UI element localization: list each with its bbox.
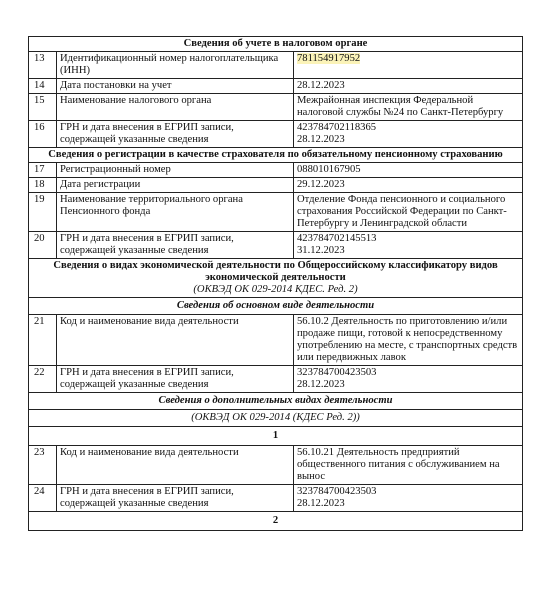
table-row bbox=[29, 178, 523, 193]
activity-section-title: Сведения о видах экономической деятельности по Общероссийскому классификатору видов экономической деятельности bbox=[53, 260, 498, 283]
pension-section-title: Сведения о регистрации в качестве страхователя по обязательному пенсионному страхованию bbox=[29, 148, 523, 163]
subsection-header-row bbox=[29, 298, 523, 315]
field-label: ГРН и дата внесения в ЕГРИП записи, содержащей указанные сведения bbox=[57, 366, 294, 393]
activity-section-subtitle: (ОКВЭД ОК 029-2014 КДЕС. Ред. 2) bbox=[193, 284, 358, 295]
field-value bbox=[294, 232, 523, 259]
field-value bbox=[294, 485, 523, 512]
field-value: 28.12.2023 bbox=[294, 79, 523, 94]
field-label: Наименование налогового органа bbox=[57, 94, 294, 121]
table-row bbox=[29, 485, 523, 512]
grn-date: 28.12.2023 bbox=[297, 498, 345, 509]
table-row bbox=[29, 163, 523, 178]
extra-activity-note: (ОКВЭД ОК 029-2014 (КДЕС Ред. 2)) bbox=[29, 410, 523, 427]
field-label: Дата постановки на учет bbox=[57, 79, 294, 94]
grn-number: 323784700423503 bbox=[297, 367, 377, 378]
group-index-row bbox=[29, 512, 523, 531]
table-row bbox=[29, 446, 523, 485]
activity-section-header bbox=[29, 259, 523, 298]
field-value: 29.12.2023 bbox=[294, 178, 523, 193]
table-row bbox=[29, 193, 523, 232]
row-number: 15 bbox=[29, 94, 57, 121]
section-header-row bbox=[29, 259, 523, 298]
table-row bbox=[29, 79, 523, 94]
table-row bbox=[29, 121, 523, 148]
row-number: 24 bbox=[29, 485, 57, 512]
inn-value[interactable]: 781154917952 bbox=[297, 53, 361, 64]
grn-number: 423784702145513 bbox=[297, 233, 377, 244]
grn-number: 423784702118365 bbox=[297, 122, 377, 133]
field-value: Отделение Фонда пенсионного и социального страхования Российской Федерации по Санкт-Петербургу и Ленинградской области bbox=[294, 193, 523, 232]
egrip-extract-table bbox=[28, 36, 523, 531]
section-header-row bbox=[29, 37, 523, 52]
field-label: Регистрационный номер bbox=[57, 163, 294, 178]
field-value bbox=[294, 52, 523, 79]
extra-activity-heading: Сведения о дополнительных видах деятельности bbox=[29, 393, 523, 410]
field-value: 56.10.2 Деятельность по приготовлению и/или продаже пищи, готовой к непосредственному употреблению на месте, с транспортных средств или передвижных лавок bbox=[294, 315, 523, 366]
grn-date: 28.12.2023 bbox=[297, 134, 345, 145]
row-number: 16 bbox=[29, 121, 57, 148]
subsection-header-row bbox=[29, 393, 523, 410]
field-label: Наименование территориального органа Пенсионного фонда bbox=[57, 193, 294, 232]
row-number: 20 bbox=[29, 232, 57, 259]
table-row bbox=[29, 232, 523, 259]
field-value: 088010167905 bbox=[294, 163, 523, 178]
field-label: Дата регистрации bbox=[57, 178, 294, 193]
note-row bbox=[29, 410, 523, 427]
field-value bbox=[294, 121, 523, 148]
row-number: 21 bbox=[29, 315, 57, 366]
field-value: 56.10.21 Деятельность предприятий общественного питания с обслуживанием на вынос bbox=[294, 446, 523, 485]
table-row bbox=[29, 366, 523, 393]
table-row bbox=[29, 315, 523, 366]
table-row bbox=[29, 52, 523, 79]
grn-number: 323784700423503 bbox=[297, 486, 377, 497]
main-activity-heading: Сведения об основном виде деятельности bbox=[29, 298, 523, 315]
field-label: ГРН и дата внесения в ЕГРИП записи, содержащей указанные сведения bbox=[57, 121, 294, 148]
field-value bbox=[294, 366, 523, 393]
grn-date: 28.12.2023 bbox=[297, 379, 345, 390]
group-index-1: 1 bbox=[29, 427, 523, 446]
group-index-row bbox=[29, 427, 523, 446]
field-value: Межрайонная инспекция Федеральной налоговой службы №24 по Санкт-Петербургу bbox=[294, 94, 523, 121]
tax-section-title: Сведения об учете в налоговом органе bbox=[29, 37, 523, 52]
field-label: Код и наименование вида деятельности bbox=[57, 315, 294, 366]
field-label: Идентификационный номер налогоплательщика (ИНН) bbox=[57, 52, 294, 79]
group-index-2: 2 bbox=[29, 512, 523, 531]
row-number: 22 bbox=[29, 366, 57, 393]
field-label: Код и наименование вида деятельности bbox=[57, 446, 294, 485]
grn-date: 31.12.2023 bbox=[297, 245, 345, 256]
field-label: ГРН и дата внесения в ЕГРИП записи, содержащей указанные сведения bbox=[57, 485, 294, 512]
table-row bbox=[29, 94, 523, 121]
section-header-row bbox=[29, 148, 523, 163]
field-label: ГРН и дата внесения в ЕГРИП записи, содержащей указанные сведения bbox=[57, 232, 294, 259]
row-number: 23 bbox=[29, 446, 57, 485]
row-number: 19 bbox=[29, 193, 57, 232]
row-number: 14 bbox=[29, 79, 57, 94]
row-number: 18 bbox=[29, 178, 57, 193]
row-number: 17 bbox=[29, 163, 57, 178]
row-number: 13 bbox=[29, 52, 57, 79]
